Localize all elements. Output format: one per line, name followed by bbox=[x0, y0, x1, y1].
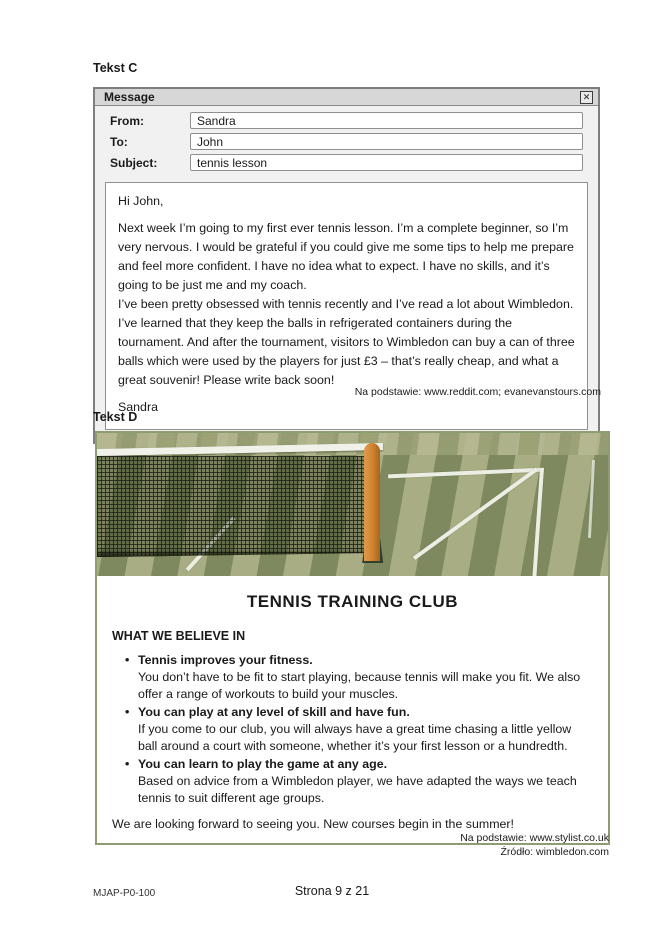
sideline bbox=[532, 468, 544, 576]
belief-3-title: You can learn to play the game at any age. bbox=[138, 757, 388, 771]
to-field[interactable] bbox=[190, 133, 583, 150]
exam-code: MJAP-P0-100 bbox=[93, 888, 156, 899]
close-icon[interactable]: ✕ bbox=[580, 91, 593, 104]
bullet-icon: • bbox=[125, 757, 130, 771]
tekst-d-attribution bbox=[460, 831, 609, 859]
list-item bbox=[125, 652, 593, 703]
from-label: From: bbox=[110, 113, 144, 128]
flyer-closing: We are looking forward to seeing you. New courses begin in the summer! bbox=[112, 817, 514, 831]
tennis-club-flyer bbox=[95, 431, 610, 845]
page-number: Strona 9 z 21 bbox=[294, 884, 370, 898]
tekst-c-label: Tekst C bbox=[93, 61, 138, 75]
flyer-title: TENNIS TRAINING CLUB bbox=[246, 592, 459, 611]
tekst-d-label: Tekst D bbox=[93, 410, 138, 424]
tennis-court-photo bbox=[97, 433, 608, 576]
message-header-fields bbox=[95, 106, 598, 177]
from-field[interactable] bbox=[190, 112, 583, 129]
subject-field[interactable] bbox=[190, 154, 583, 171]
list-item bbox=[125, 756, 593, 807]
belief-list bbox=[112, 652, 593, 807]
subject-label: Subject: bbox=[110, 155, 158, 170]
email-paragraph-1: Next week I’m going to my first ever tennis lesson. I’m a complete beginner, so I’m very nervous. I would be grateful if you could give me some tips to help me prepare and feel more confident. I have no idea what to expect. I have no skills, and it’s going to be just me and my coach. bbox=[118, 221, 574, 292]
belief-2-text: If you come to our club, you will always have a great time chasing a little yellow ball around a court with someone, whether it’s your first lesson or a hundredth. bbox=[138, 722, 572, 753]
attribution-line-2: Źródło: wimbledon.com bbox=[500, 846, 609, 858]
email-signature: Sandra bbox=[118, 400, 158, 414]
to-label: To: bbox=[110, 134, 128, 149]
belief-1-text: You don’t have to be fit to start playing, because tennis will make you fit. We also offer a range of workouts to build your muscles. bbox=[138, 670, 581, 701]
belief-3-text: Based on advice from a Wimbledon player, we have adapted the ways we teach tennis to suit different age groups. bbox=[138, 774, 577, 805]
flyer-content bbox=[97, 576, 608, 843]
belief-2-title: You can play at any level of skill and have fun. bbox=[138, 705, 410, 719]
flyer-heading: WHAT WE BELIEVE IN bbox=[112, 629, 246, 643]
message-title: Message bbox=[104, 90, 155, 104]
to-row bbox=[110, 133, 583, 150]
bullet-icon: • bbox=[125, 705, 130, 719]
tekst-c-attribution: Na podstawie: www.reddit.com; evanevanstours.com bbox=[354, 386, 601, 398]
from-row bbox=[110, 112, 583, 129]
attribution-line-1: Na podstawie: www.stylist.co.uk bbox=[460, 832, 609, 844]
far-sideline bbox=[588, 460, 595, 538]
message-titlebar bbox=[95, 89, 598, 106]
email-paragraph-2: I’ve been pretty obsessed with tennis recently and I’ve read a lot about Wimbledon. I’ve learned that they keep the balls in refrigerated containers during the tournament. And after the tournament, visitors to Wimbledon can buy a can of three balls which were used by the players for just £3 – that’s really cheap, and what a great souvenir! Please write back soon! bbox=[118, 297, 575, 387]
centre-service-line bbox=[413, 467, 538, 560]
subject-row bbox=[110, 154, 583, 171]
email-greeting: Hi John, bbox=[118, 194, 164, 208]
net-post bbox=[364, 443, 380, 561]
bullet-icon: • bbox=[125, 653, 130, 667]
belief-1-title: Tennis improves your fitness. bbox=[138, 653, 313, 667]
tennis-net-mesh bbox=[97, 456, 375, 557]
list-item bbox=[125, 704, 593, 755]
